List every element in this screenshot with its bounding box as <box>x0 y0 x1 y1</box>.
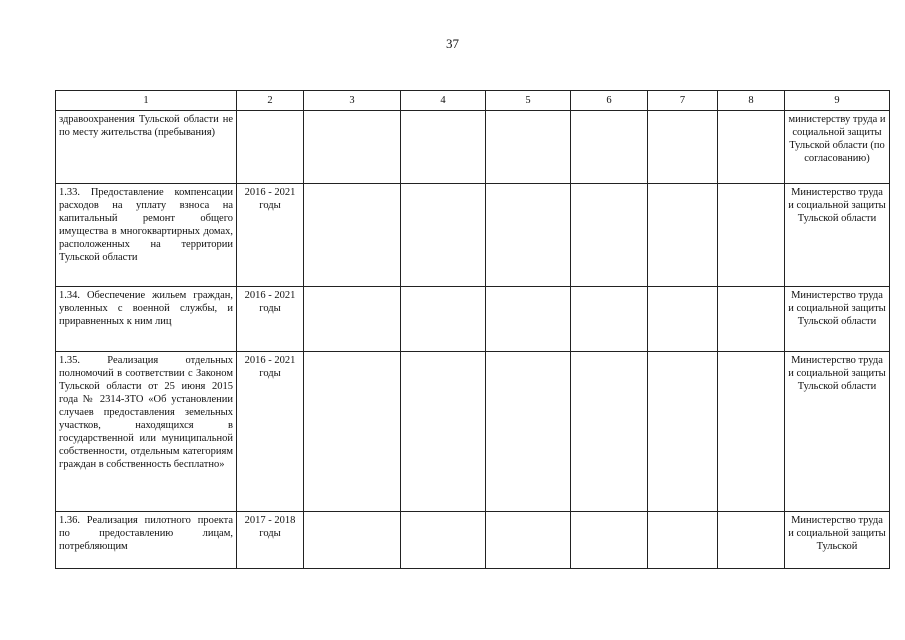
empty-cell <box>718 512 785 569</box>
empty-cell <box>304 352 401 512</box>
page-number: 37 <box>446 36 459 51</box>
column-header-3: 3 <box>304 91 401 111</box>
program-table <box>55 90 890 569</box>
empty-cell <box>486 287 571 352</box>
column-header-7: 7 <box>648 91 718 111</box>
empty-cell <box>486 512 571 569</box>
measure-period <box>237 111 304 184</box>
table-row <box>56 287 890 352</box>
empty-cell <box>401 352 486 512</box>
measure-executor: Министерство труда и социальной защиты Тульской области <box>785 184 890 287</box>
empty-cell <box>718 184 785 287</box>
empty-cell <box>486 184 571 287</box>
empty-cell <box>648 287 718 352</box>
empty-cell <box>571 512 648 569</box>
measure-executor: Министерство труда и социальной защиты Тульской области <box>785 287 890 352</box>
empty-cell <box>571 287 648 352</box>
empty-cell <box>718 287 785 352</box>
header-row <box>56 91 890 111</box>
measure-period: 2016 - 2021 годы <box>237 287 304 352</box>
measure-executor: Министерство труда и социальной защиты Тульской <box>785 512 890 569</box>
measure-description: 1.34. Обеспечение жильем граждан, уволенных с военной службы, и приравненных к ним лиц <box>56 287 237 352</box>
empty-cell <box>304 287 401 352</box>
measure-executor: министерству труда и социальной защиты Тульской области (по согласованию) <box>785 111 890 184</box>
measure-period: 2016 - 2021 годы <box>237 184 304 287</box>
column-header-1: 1 <box>56 91 237 111</box>
empty-cell <box>571 352 648 512</box>
empty-cell <box>304 512 401 569</box>
empty-cell <box>571 184 648 287</box>
measure-description: 1.33. Предоставление компенсации расходов на уплату взноса на капитальный ремонт общего имущества в многоквартирных домах, расположенных на территории Тульской области <box>56 184 237 287</box>
measure-period: 2016 - 2021 годы <box>237 352 304 512</box>
empty-cell <box>401 512 486 569</box>
measure-executor: Министерство труда и социальной защиты Тульской области <box>785 352 890 512</box>
empty-cell <box>401 184 486 287</box>
empty-cell <box>486 352 571 512</box>
empty-cell <box>648 512 718 569</box>
empty-cell <box>648 352 718 512</box>
empty-cell <box>304 184 401 287</box>
measure-description: здравоохранения Тульской области не по месту жительства (пребывания) <box>56 111 237 184</box>
column-header-4: 4 <box>401 91 486 111</box>
table-row <box>56 111 890 184</box>
table-row <box>56 184 890 287</box>
empty-cell <box>571 111 648 184</box>
empty-cell <box>648 111 718 184</box>
empty-cell <box>304 111 401 184</box>
column-header-2: 2 <box>237 91 304 111</box>
table-row <box>56 512 890 569</box>
empty-cell <box>401 287 486 352</box>
column-header-6: 6 <box>571 91 648 111</box>
empty-cell <box>486 111 571 184</box>
measure-description: 1.35. Реализация отдельных полномочий в соответствии с Законом Тульской области от 25 июня 2015 года № 2314-ЗТО «Об установлении случаев предоставления земельных участков, находящихся в государственной или муниципальной собственности, отдельным категориям граждан в собственность бесплатно» <box>56 352 237 512</box>
empty-cell <box>718 111 785 184</box>
measure-description: 1.36. Реализация пилотного проекта по предоставлению лицам, потребляющим <box>56 512 237 569</box>
empty-cell <box>648 184 718 287</box>
column-header-5: 5 <box>486 91 571 111</box>
column-header-8: 8 <box>718 91 785 111</box>
measure-period: 2017 - 2018 годы <box>237 512 304 569</box>
empty-cell <box>401 111 486 184</box>
table-row <box>56 352 890 512</box>
empty-cell <box>718 352 785 512</box>
column-header-9: 9 <box>785 91 890 111</box>
